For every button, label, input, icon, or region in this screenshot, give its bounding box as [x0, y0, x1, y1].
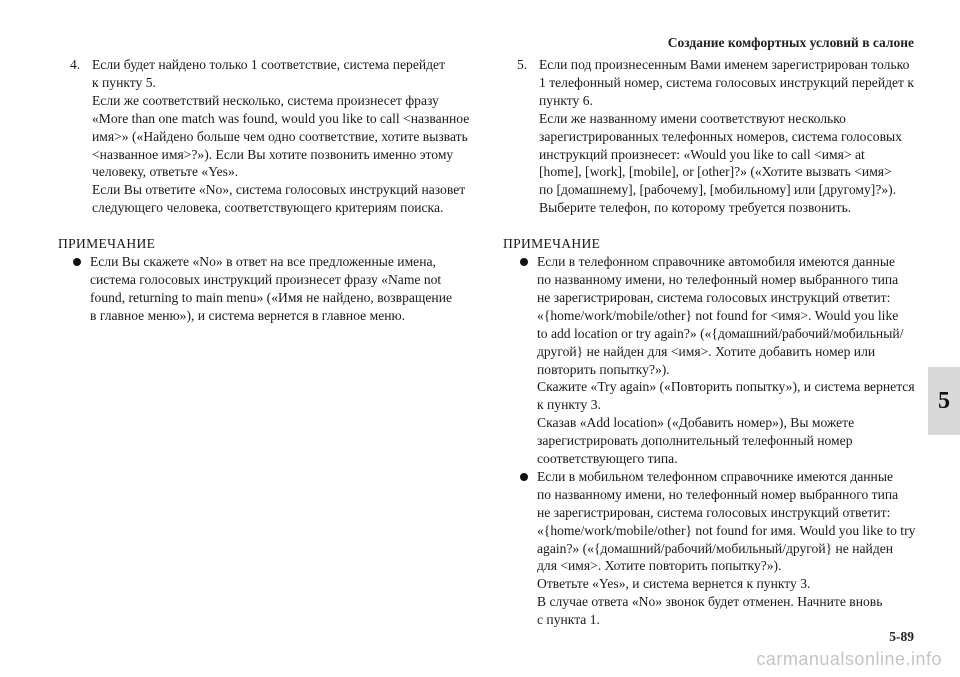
step-5-number: 5. — [517, 57, 528, 72]
text-line: found, returning to main menu» («Имя не найдено, возвращение — [90, 289, 453, 305]
text-line: имя>» («Найдено больше чем одно соответствие, хотите вызвать — [92, 128, 468, 144]
left-column — [58, 56, 490, 325]
step-4-text — [92, 56, 490, 217]
text-line: Если будет найдено только 1 соответствие, система перейдет — [92, 57, 446, 72]
left-note — [58, 235, 490, 325]
text-line: Если в телефонном справочнике автомобиля имеются данные — [537, 254, 896, 270]
text-line: «More than one match was found, would you like to call <названное — [92, 110, 470, 126]
text-line: по названному имени, но телефонный номер выбранного типа — [537, 271, 899, 287]
text-line: [home], [work], [mobile], or [other]?» («Хотите вызвать <имя> — [539, 164, 892, 180]
page-header-title: Создание комфортных условий в салоне — [667, 35, 914, 50]
text-line: Если же названному имени соответствуют несколько — [539, 110, 846, 126]
note-bullet — [70, 253, 490, 325]
right-column — [503, 56, 917, 629]
text-line: с пункта 1. — [537, 612, 600, 628]
right-note — [503, 235, 917, 629]
text-line: «{home/work/mobile/other} not found for имя. Would you like to try — [537, 522, 916, 538]
text-line: Выберите телефон, по которому требуется позвонить. — [539, 200, 852, 216]
step-4 — [70, 56, 490, 217]
note-bullet — [517, 468, 917, 629]
note-heading: ПРИМЕЧАНИЕ — [58, 236, 156, 252]
text-line: 1 телефонный номер, система голосовых инструкций перейдет к — [539, 74, 915, 90]
text-line: Если же соответствий несколько, система произнесет фразу — [92, 92, 439, 108]
text-line: Ответьте «Yes», и система вернется к пункту 3. — [537, 576, 811, 592]
text-line: соответствующего типа. — [537, 451, 678, 467]
text-line: не зарегистрирован, система голосовых инструкций ответит: — [537, 289, 891, 305]
page-number: 5-89 — [889, 629, 914, 644]
step-5-text — [539, 56, 917, 217]
text-line: инструкций произнесет: «Would you like to call <имя> at — [539, 146, 865, 162]
chapter-tab — [928, 367, 960, 435]
step-5 — [517, 56, 917, 217]
bullet-dot-icon — [73, 258, 81, 266]
note-bullet — [517, 253, 917, 468]
text-line: Скажите «Try again» («Повторить попытку»), и система вернется — [537, 379, 915, 395]
text-line: по названному имени, но телефонный номер выбранного типа — [537, 486, 899, 502]
text-line: система голосовых инструкций произнесет фразу «Name not — [90, 271, 442, 287]
text-line: следующего человека, соответствующего критериям поиска. — [92, 200, 444, 216]
chapter-number: 5 — [938, 387, 950, 414]
text-line: повторить попытку?»). — [537, 361, 670, 377]
text-line: Если под произнесенным Вами именем зарегистрирован только — [539, 57, 910, 72]
text-line: Если Вы скажете «No» в ответ на все предложенные имена, — [90, 254, 436, 270]
text-line: again?» («{домашний/рабочий/мобильный/другой} не найден — [537, 540, 894, 556]
bullet-dot-icon — [520, 473, 528, 481]
step-4-number: 4. — [70, 57, 81, 72]
text-line: по [домашнему], [рабочему], [мобильному] или [другому]?»). — [539, 182, 897, 198]
text-line: зарегистрировать дополнительный телефонный номер — [537, 433, 853, 449]
text-line: Если в мобильном телефонном справочнике имеются данные — [537, 468, 893, 484]
text-line: Сказав «Add location» («Добавить номер»), Вы можете — [537, 415, 855, 431]
note-heading: ПРИМЕЧАНИЕ — [503, 236, 601, 252]
text-line: не зарегистрирован, система голосовых инструкций ответит: — [537, 504, 891, 520]
text-line: другой} не найден для <имя>. Хотите добавить номер или — [537, 343, 876, 359]
bullet-dot-icon — [520, 258, 528, 266]
text-line: «{home/work/mobile/other} not found for <имя>. Would you like — [537, 307, 899, 323]
text-line: для <имя>. Хотите повторить попытку?»). — [537, 558, 782, 574]
text-line: в главное меню»), и система вернется в главное меню. — [90, 307, 406, 323]
text-line: зарегистрированных телефонных номеров, система голосовых — [539, 128, 902, 144]
text-line: Если Вы ответите «No», система голосовых инструкций назовет — [92, 182, 466, 198]
text-line: человеку, ответьте «Yes». — [92, 164, 239, 180]
text-line: к пункту 3. — [537, 397, 601, 413]
text-line: В случае ответа «No» звонок будет отменен. Начните вновь — [537, 594, 883, 610]
text-line: пункту 6. — [539, 92, 593, 108]
watermark: carmanualsonline.info — [756, 649, 942, 669]
text-line: к пункту 5. — [92, 74, 156, 90]
text-line: <названное имя>?»). Если Вы хотите позвонить именно этому — [92, 146, 454, 162]
text-line: to add location or try again?» («{домашний/рабочий/мобильный/ — [537, 325, 904, 341]
